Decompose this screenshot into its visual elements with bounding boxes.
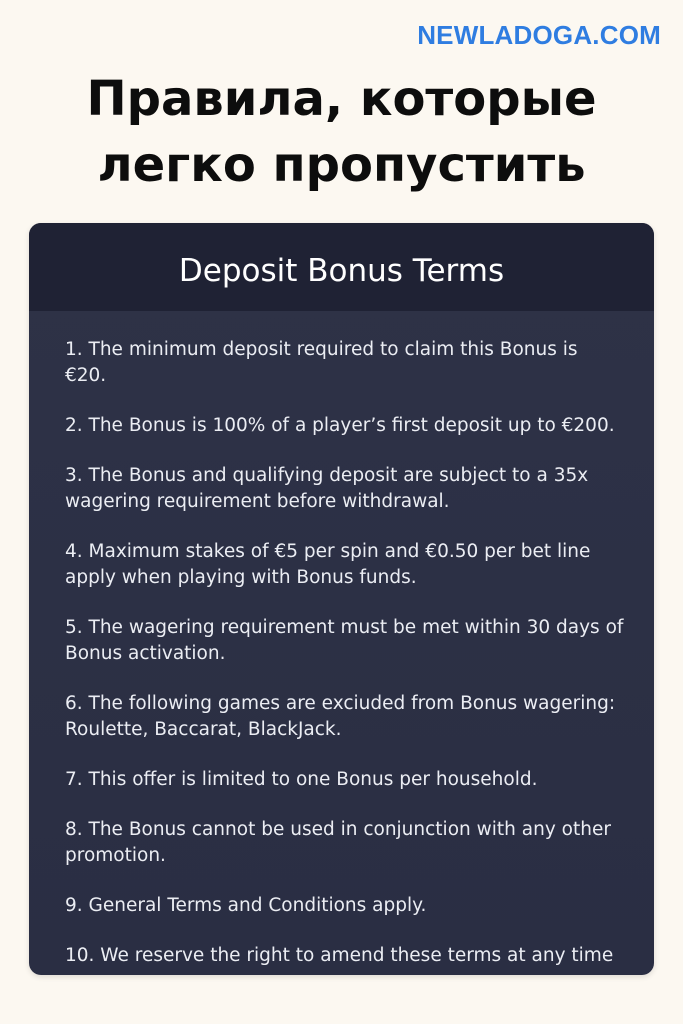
term-item: 6. The following games are exciuded from Bonus wagering: Roulette, Baccarat, BlackJack.	[65, 693, 616, 740]
term-item: 1. The minimum deposit required to claim this Bonus is €20.	[65, 339, 578, 386]
site-logo-text: NEWLADOGA.COM	[417, 20, 661, 50]
terms-list	[29, 311, 654, 969]
page-title: Правила, которые легко пропустить	[86, 71, 597, 193]
term-item: 4. Maximum stakes of €5 per spin and €0.50 per bet line apply when playing with Bonus funds.	[65, 541, 591, 588]
term-item: 7. This offer is limited to one Bonus per household.	[65, 769, 538, 790]
term-item: 9. General Terms and Conditions apply.	[65, 895, 427, 916]
terms-card	[29, 223, 654, 975]
term-item: 10. We reserve the right to amend these terms at any time	[65, 945, 614, 966]
card-header	[29, 223, 654, 311]
card-title: Deposit Bonus Terms	[178, 253, 505, 289]
term-item: 2. The Bonus is 100% of a player’s first deposit up to €200.	[65, 415, 615, 436]
term-item: 5. The wagering requirement must be met within 30 days of Bonus activation.	[65, 617, 624, 664]
term-item: 8. The Bonus cannot be used in conjunction with any other promotion.	[65, 819, 611, 866]
term-item: 3. The Bonus and qualifying deposit are subject to a 35x wagering requirement before withdrawal.	[65, 465, 589, 512]
